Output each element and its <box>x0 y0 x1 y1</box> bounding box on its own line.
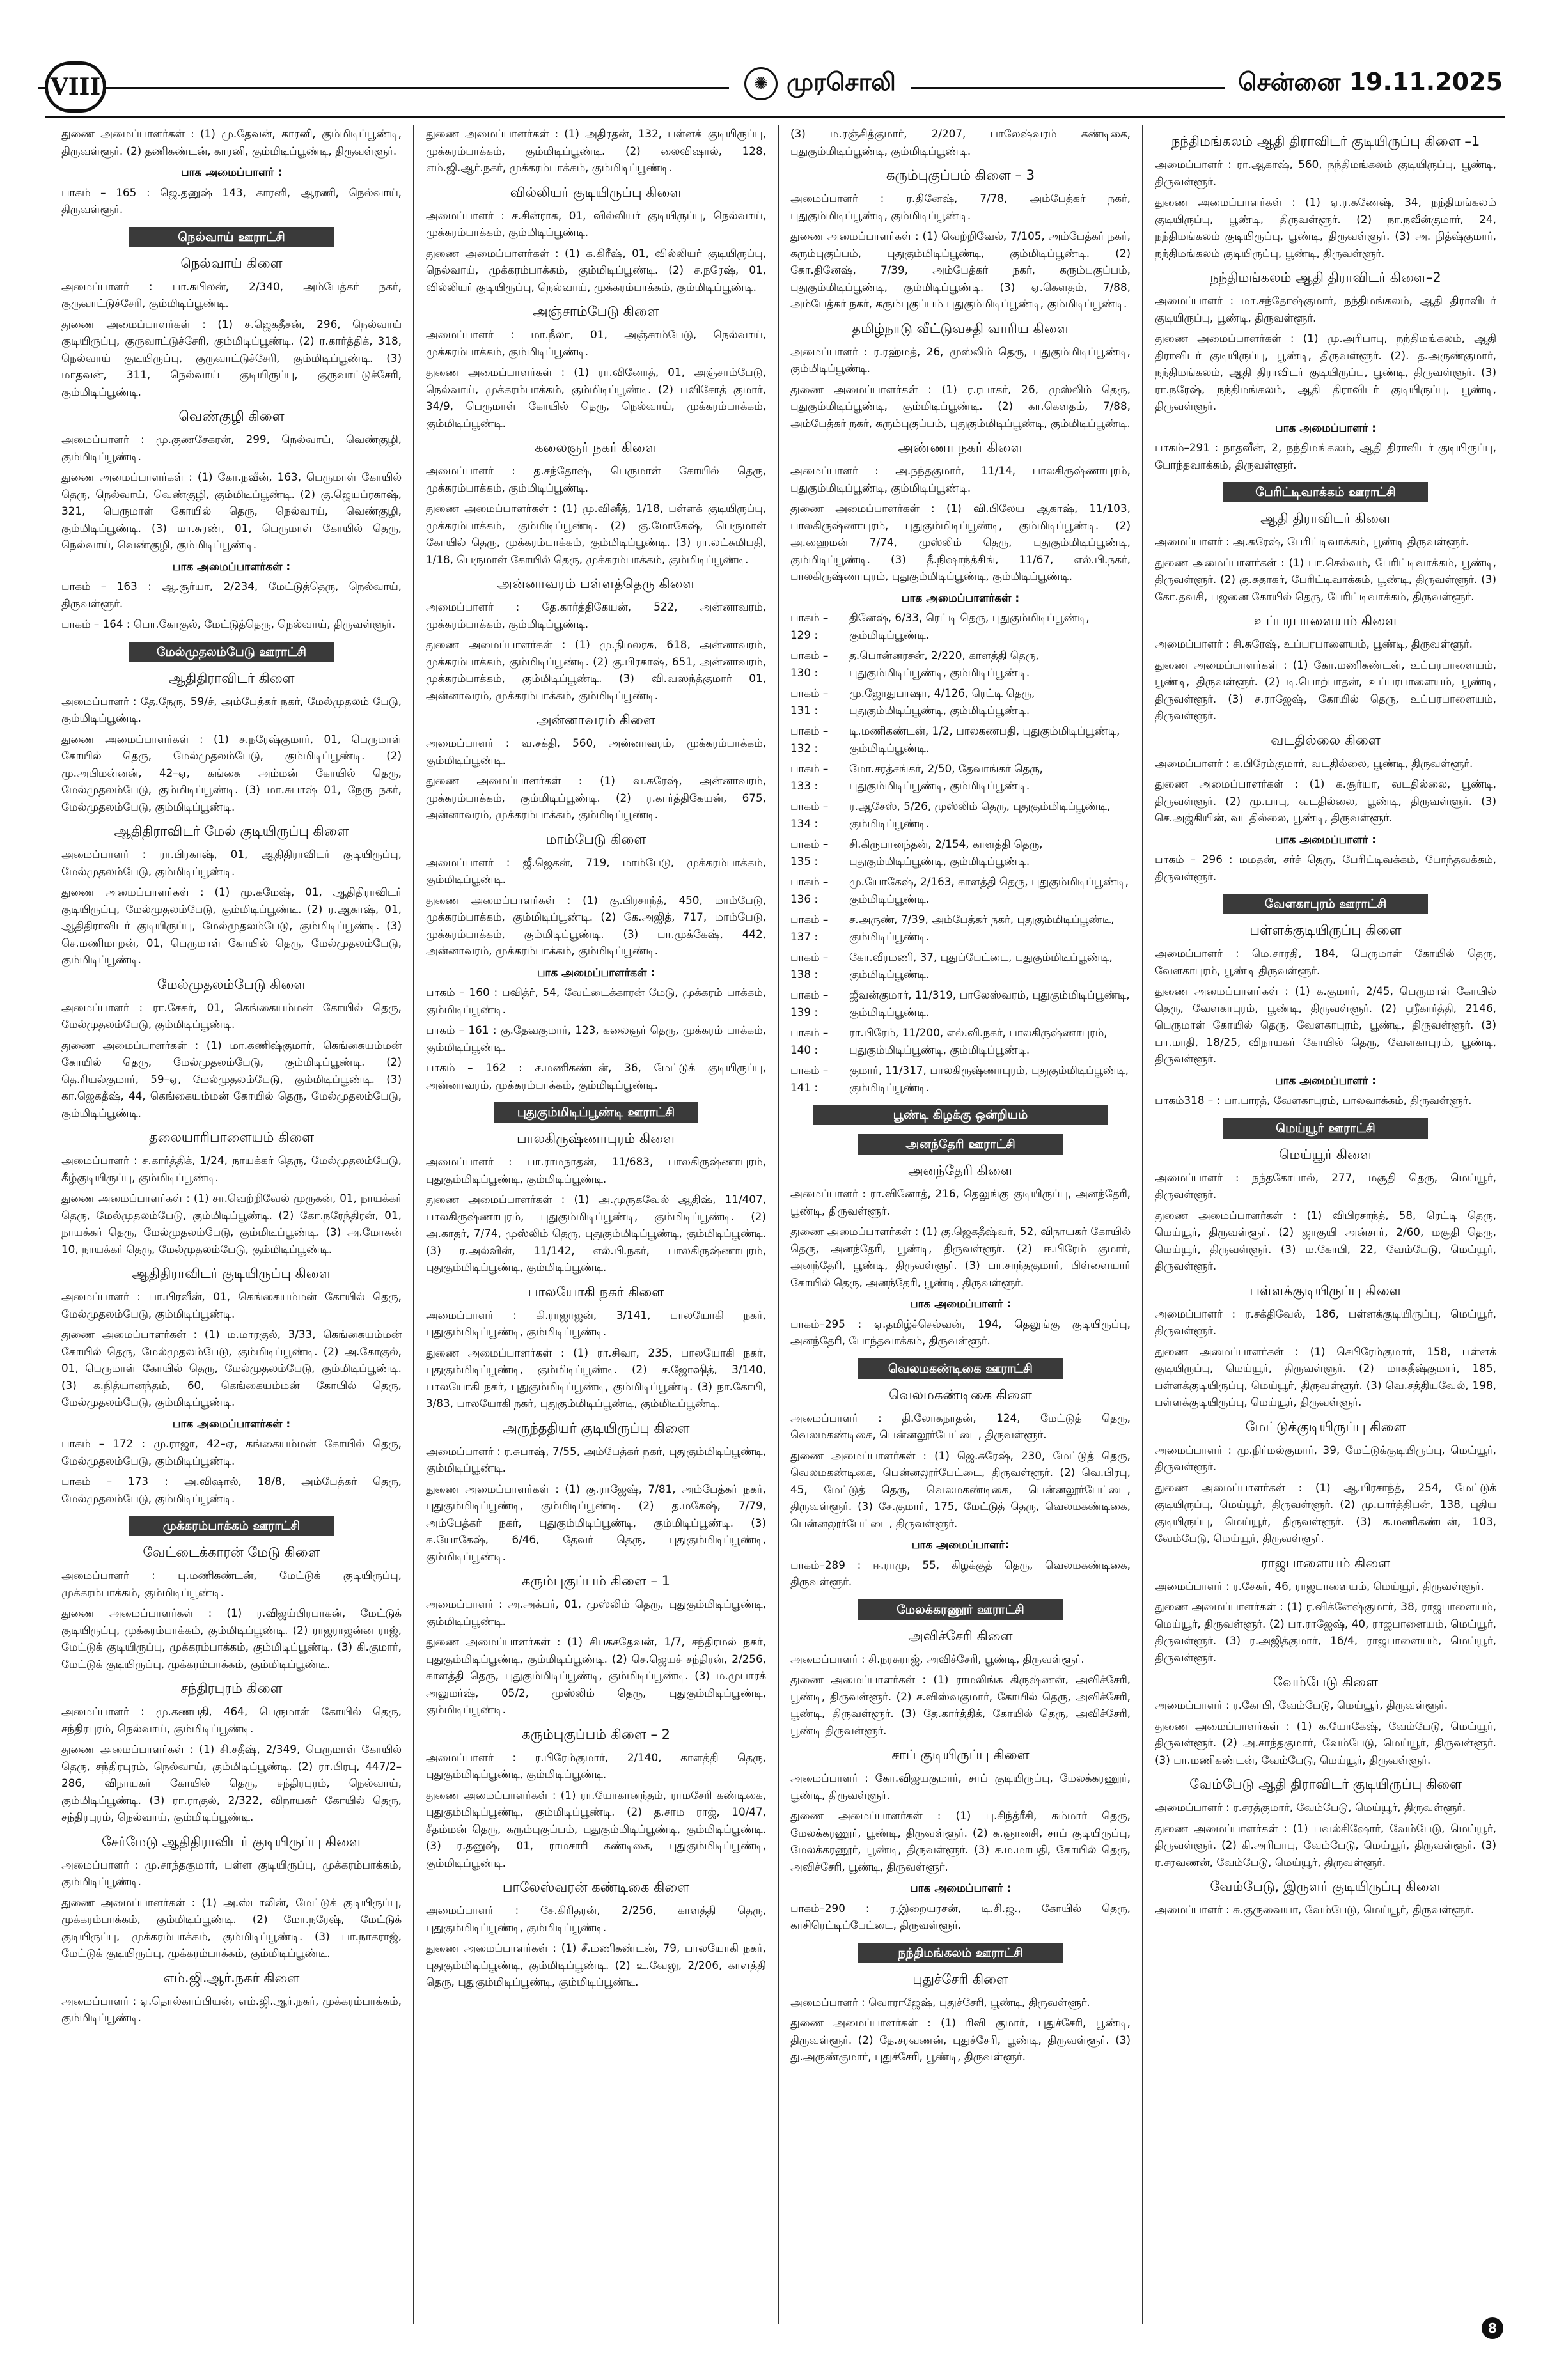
entry: துணை அமைப்பாளர்கள் : (1) க.சூர்யா, வடதில்லை, பூண்டி, திருவள்ளூர். (2) மு.பாபு, வடதில்லை, பூண்டி, திருவள்ளூர். (3) செ.அஜ்கியின், வடதில்லை, பூண்டி, திருவள்ளூர். <box>1155 777 1496 824</box>
entry: துணை அமைப்பாளர்கள் : (1) ச.நரேஷ்குமார், 01, பெருமாள் கோயில் தெரு, மேல்முதலம்பேடு, கும்மிடிப்பூண்டி. (2) மு.அபிமன்னன், 42–ஏ, கங்கை அம்மன் கோயில் தெரு, மேல்முதலம்பேடு, கும்மிடிப்பூண்டி. (3) மா.சுபாஷ் 01, நேரு நகர், மேல்முதலம்பேடு, கும்மிடிப்பூண்டி. <box>61 732 402 813</box>
entry: துணை அமைப்பாளர்கள் : (1) ஏ.ர.கணேஷ், 34, நந்திமங்கலம் குடியிருப்பு, பூண்டி, திருவள்ளூர். (2) நா.நவீன்குமார், 24, நந்திமங்கலம் குடியிருப்பு, பூண்டி, திருவள்ளூர். (3) அ. நித்ஷ்குமார், நந்திமங்கலம் குடியிருப்பு, பூண்டி, திருவள்ளூர். <box>1155 196 1496 260</box>
part-address: ஜீவன்குமார், 11/319, பாலேஸ்வரம், புதுகும்மிடிப்பூண்டி, கும்மிடிப்பூண்டி. <box>849 988 1130 1018</box>
paper-logo-icon: ✺ <box>744 67 778 100</box>
part-row <box>790 1024 1131 1058</box>
entry: (3) ம.ரஞ்சித்குமார், 2/207, பாலேஷ்வரம் கண்டிகை, புதுகும்மிடிப்பூண்டி, கும்மிடிப்பூண்டி. <box>790 127 1131 157</box>
entry: துணை அமைப்பாளர்கள் : (1) க.குமார், 2/45, பெருமாள் கோயில் தெரு, வேளகாபுரம், பூண்டி, திருவள்ளூர். (2) ஸ்ரீகார்த்தி, 2146, பெருமாள் கோயில் தெரு, வேளகாபுரம், பூண்டி, திருவள்ளூர். (3) பா.மாதி, 18/25, விநாயகர் கோயில் தெரு, வேளகாபுரம், பூண்டி, திருவள்ளூர். <box>1155 984 1496 1065</box>
entry: அமைப்பாளர் : ரா.வினோத், 216, தெலுங்கு குடியிருப்பு, அனந்தேரி, பூண்டி, திருவள்ளூர். <box>790 1187 1131 1217</box>
branch-heading: அண்ணா நகர் கிளை <box>898 440 1023 455</box>
part-entry: பாகம் – 160 : பவித்ர், 54, வேட்டைக்காரன் மேடு, முக்கரம் பாக்கம், கும்மிடிப்பூண்டி. <box>426 986 766 1016</box>
part-number: பாகம் – 133 : <box>790 762 829 792</box>
entry: அமைப்பாளர் : அ.நந்தகுமார், 11/14, பாலகிருஷ்ணாபுரம், புதுகும்மிடிப்பூண்டி, கும்மிடிப்பூண்டி. <box>790 464 1131 494</box>
branch-heading: ஆதி திராவிடர் கிளை <box>1260 511 1391 526</box>
part-address: தினேஷ், 6/33, ரெட்டி தெரு, புதுகும்மிடிப்பூண்டி, கும்மிடிப்பூண்டி. <box>849 611 1090 641</box>
entry: துணை அமைப்பாளர்கள் : (1) பா.செல்வம், பேரிட்டிவாக்கம், பூண்டி, திருவள்ளூர். (2) கு.சுதாகர், பேரிட்டிவாக்கம், பூண்டி, திருவள்ளூர். (3) கோ.தவசி, பஜனை கோயில் தெரு, பேரிட்டிவாக்கம், திருவள்ளூர். <box>1155 556 1496 603</box>
entry: துணை அமைப்பாளர்கள் : (1) சிபகசதேவன், 1/7, சந்திரமல் நகர், புதுகும்மிடிப்பூண்டி, கும்மிடிப்பூண்டி. (2) செ.ஜெயச் சந்திரன், 2/256, காளத்தி தெரு, புதுகும்மிடிப்பூண்டி, கும்மிடிப்பூண்டி. (3) ம.முபாரக் அலுமர்ஷ், 05/2, முஸ்லிம் தெரு, புதுகும்மிடிப்பூண்டி, கும்மிடிப்பூண்டி. <box>426 1635 766 1716</box>
part-entry: பாகம்318 – : பா.பாரத், வேளகாபுரம், பாலவாக்கம், திருவள்ளூர். <box>1155 1094 1472 1107</box>
part-number: பாகம் – 141 : <box>790 1064 829 1094</box>
part-row <box>790 760 1131 794</box>
entry: துணை அமைப்பாளர்கள் : (1) விபிரசாந்த், 58, ரெட்டி தெரு, மெய்யூர், திருவள்ளூர். (2) ஜாகுயி அன்சார், 2/60, மசூதி தெரு, மெய்யூர், திருவள்ளூர். (3) ம.கோபி, 22, வேம்பேடு, மெய்யூர், திருவள்ளூர். <box>1155 1208 1496 1272</box>
branch-heading: ராஜபாளையம் கிளை <box>1260 1555 1391 1571</box>
panchayat-band: மெய்யூர் ஊராட்சி <box>1223 1118 1428 1139</box>
section-label: பாக அமைப்பாளர்கள் : <box>172 1417 291 1431</box>
part-number: பாகம் – 139 : <box>790 988 829 1018</box>
union-band: பூண்டி கிழக்கு ஒன்றியம் <box>813 1105 1108 1125</box>
part-row <box>790 798 1131 832</box>
entry: அமைப்பாளர் : பா.சுபிலன், 2/340, அம்பேத்கர் நகர், குருவாட்டுச்சேரி, கும்மிடிப்பூண்டி. <box>61 279 402 309</box>
entry: துணை அமைப்பாளர்கள் : (1) மு.வினீத், 1/18, பள்ளக் குடியிருப்பு, முக்கரம்பாக்கம், கும்மிடிப்பூண்டி. (2) கு.மோகேஷ், பெருமாள் கோயில் தெரு, முக்கரம்பாக்கம், கும்மிடிப்பூண்டி. (3) ரா.லட்சுமிபதி, 1/18, பெருமாள் கோயில் தெரு, முக்கரம்பாக்கம், கும்மிடிப்பூண்டி. <box>426 502 766 566</box>
part-entry: பாகம் – 161 : கு.தேவகுமார், 123, கலைஞர் தெரு, முக்கரம் பாக்கம், கும்மிடிப்பூண்டி. <box>426 1023 766 1054</box>
entry: துணை அமைப்பாளர்கள் : (1) ர.விக்னேஷ்குமார், 38, ராஜபாளையம், மெய்யூர், திருவள்ளூர். (2) பா.ராஜேஷ், 40, ராஜபாளையம், மெய்யூர், திருவள்ளூர். (3) ர.அஜித்குமார், 16/4, ராஜபாளையம், மெய்யூர், திருவள்ளூர். <box>1155 1600 1496 1664</box>
branch-heading: வடதில்லை கிளை <box>1271 732 1381 748</box>
entry: துணை அமைப்பாளர்கள் : (1) க.கிரீஷ், 01, வில்லியர் குடியிருப்பு, நெல்வாய், முக்கரம்பாக்கம், கும்மிடிப்பூண்டி. (2) ச.நரேஷ், 01, வில்லியர் குடியிருப்பு, நெல்வாய், முக்கரம்பாக்கம், கும்மிடிப்பூண்டி. <box>426 246 766 293</box>
paper-name <box>729 59 911 109</box>
entry: துணை அமைப்பாளர்கள் : (1) பு.சிந்த்ரீசி, சும்மார் தெரு, மேலக்கரணூர், பூண்டி, திருவள்ளூர். (2) க.ஞானசி, சாப் குடியிருப்பு, மேலக்கரணூர், பூண்டி, திருவள்ளூர். (3) ச.ம.மாபதி, கோயில் தெரு, அவிச்சேரி, பூண்டி, திருவள்ளூர். <box>790 1809 1131 1873</box>
branch-heading: நந்திமங்கலம் ஆதி திராவிடர் குடியிருப்பு கிளை –1 <box>1171 134 1480 149</box>
part-address: ர.ஆசேஸ், 5/26, முஸ்லிம் தெரு, புதுகும்மிடிப்பூண்டி, கும்மிடிப்பூண்டி. <box>849 800 1111 830</box>
entry: அமைப்பாளர் : சே.கிரிதரன், 2/256, காளத்தி தெரு, புதுகும்மிடிப்பூண்டி, கும்மிடிப்பூண்டி. <box>426 1904 766 1934</box>
part-entry: பாகம்–295 : ஏ.தமிழ்ச்செல்வன், 194, தெலுங்கு குடியிருப்பு, அனந்தேரி, போந்தவாக்கம், திருவள்ளூர். <box>790 1317 1131 1347</box>
branch-heading: வேம்பேடு, இருளர் குடியிருப்பு கிளை <box>1210 1879 1441 1894</box>
entry: துணை அமைப்பாளர்கள் : (1) மா.கணிஷ்குமார், கெங்கையம்மன் கோயில் தெரு, மேல்முதலம்பேடு, கும்மிடிப்பூண்டி. (2) தெ.ரியல்குமார், 59–ஏ, மேல்முதலம்பேடு, கும்மிடிப்பூண்டி. (3) கா.ஜெகதீஷ், 44, கெங்கையம்மன் கோயில் தெரு, மேல்முதலம்பேடு, கும்மிடிப்பூண்டி. <box>61 1038 402 1119</box>
section-label: பாக அமைப்பாளர்கள் : <box>172 560 291 573</box>
part-number: பாகம் – 136 : <box>790 875 829 905</box>
branch-heading: சந்திரபுரம் கிளை <box>180 1681 283 1696</box>
part-entry: பாகம் – 172 : மு.ராஜா, 42–ஏ, கங்கையம்மன் கோயில் தெரு, மேல்முதலம்பேடு, கும்மிடிப்பூண்டி. <box>61 1437 402 1467</box>
branch-heading: கரும்புகுப்பம் கிளை – 2 <box>521 1726 671 1742</box>
branch-heading: தலையாரிபாளையம் கிளை <box>148 1130 315 1145</box>
entry: அமைப்பாளர் : பா.ராமநாதன், 11/683, பாலகிருஷ்ணாபுரம், புதுகும்மிடிப்பூண்டி, கும்மிடிப்பூண்டி. <box>426 1155 766 1185</box>
column-2 <box>414 125 779 2324</box>
part-entry: பாகம் – 163 : ஆ.சூர்யா, 2/234, மேட்டுத்தெரு, நெல்வாய், திருவள்ளூர். <box>61 580 402 610</box>
entry: அமைப்பாளர் : பு.மணிகண்டன், மேட்டுக் குடியிருப்பு, முக்கரம்பாக்கம், கும்மிடிப்பூண்டி. <box>61 1569 402 1599</box>
panchayat-band: புதுகும்மிடிப்பூண்டி ஊராட்சி <box>494 1102 698 1123</box>
branch-heading: வேம்பேடு ஆதி திராவிடர் குடியிருப்பு கிளை <box>1189 1777 1462 1792</box>
section-label: பாக அமைப்பாளர் : <box>909 1298 1012 1311</box>
entry: அமைப்பாளர் : சு.குருவையா, வேம்பேடு, மெய்யூர், திருவள்ளூர். <box>1155 1903 1475 1916</box>
entry: துணை அமைப்பாளர்கள் : (1) ரா.யோகானந்தம், ராமசேரி கண்டிகை, புதுகும்மிடிப்பூண்டி, கும்மிடிப்பூண்டி. (2) த.சாம ராஜ், 10/47, சீதம்மன் தெரு, கரும்புகுப்பம், புதுகும்மிடிப்பூண்டி, கும்மிடிப்பூண்டி. (3) ர.தனுஷ், 01, ராமசாரி கண்டிகை, புதுகும்மிடிப்பூண்டி, கும்மிடிப்பூண்டி. <box>426 1788 766 1869</box>
part-number: பாகம் – 134 : <box>790 800 829 830</box>
entry: துணை அமைப்பாளர்கள் : (1) பவல்கிஷோர், வேம்பேடு, மெய்யூர், திருவள்ளூர். (2) கி.அரிபாபு, வேம்பேடு, மெய்யூர், திருவள்ளூர். (3) ர.சரவணன், வேம்பேடு, மெய்யூர், திருவள்ளூர். <box>1155 1821 1496 1869</box>
part-entry: பாகம் – 173 : அ.விஷால், 18/8, அம்பேத்கர் தெரு, மேல்முதலம்பேடு, கும்மிடிப்பூண்டி. <box>61 1475 402 1505</box>
entry: துணை அமைப்பாளர்கள் : (1) கோ.நவீன், 163, பெருமாள் கோயில் தெரு, நெல்வாய், வெண்குழி, கும்மிடிப்பூண்டி. (2) கு.ஜெயப்ரகாஷ், 321, பெருமாள் கோயில் தெரு, நெல்வாய், வெண்குழி, கும்மிடிப்பூண்டி. (3) மா.சுரண், 01, பெருமாள் கோயில் தெரு, நெல்வாய், வெண்குழி, கும்மிடிப்பூண்டி. <box>61 471 402 551</box>
entry: துணை அமைப்பாளர்கள் : (1) கு.ராஜேஷ், 7/81, அம்பேத்கர் நகர், புதுகும்மிடிப்பூண்டி, கும்மிடிப்பூண்டி. (2) த.மகேஷ், 7/79, அம்பேத்கர் நகர், புதுகும்மிடிப்பூண்டி, கும்மிடிப்பூண்டி. (3) க.யோகேஷ், 6/46, தேவர் தெரு, புதுகும்மிடிப்பூண்டி, கும்மிடிப்பூண்டி. <box>426 1482 766 1563</box>
panchayat-band: அனந்தேரி ஊராட்சி <box>858 1134 1063 1155</box>
column-4 <box>1143 125 1508 2324</box>
entry: அமைப்பாளர் : கி.ராஜாஜன், 3/141, பாலயோகி நகர், புதுகும்மிடிப்பூண்டி, கும்மிடிப்பூண்டி. <box>426 1308 766 1338</box>
branch-heading: உப்பரபாளையம் கிளை <box>1253 613 1398 628</box>
entry: அமைப்பாளர் : மு.சாந்தகுமார், பள்ள குடியிருப்பு, முக்கரம்பாக்கம், கும்மிடிப்பூண்டி. <box>61 1858 402 1888</box>
panchayat-band: பேரிட்டிவாக்கம் ஊராட்சி <box>1223 482 1428 502</box>
branch-heading: கலைஞர் நகர் கிளை <box>535 440 657 455</box>
entry: அமைப்பாளர் : ர.கோபி, வேம்பேடு, மெய்யூர், திருவள்ளூர். <box>1155 1699 1448 1711</box>
branch-heading: அஞ்சாம்பேடு கிளை <box>533 304 659 319</box>
part-address: குமார், 11/317, பாலகிருஷ்ணாபுரம், புதுகும்மிடிப்பூண்டி, கும்மிடிப்பூண்டி. <box>849 1064 1129 1094</box>
part-entry: பாகம்–291 : நாதவீன், 2, நந்திமங்கலம், ஆதி திராவிடர் குடியிருப்பு, போந்தவாக்கம், திருவள்ளூர். <box>1155 441 1496 471</box>
part-number: பாகம் – 140 : <box>790 1026 829 1056</box>
branch-heading: பள்ளக்குடியிருப்பு கிளை <box>1249 922 1402 938</box>
branch-heading: அருந்ததியர் குடியிருப்பு கிளை <box>502 1420 690 1436</box>
section-label: பாக அமைப்பாளர் : <box>180 166 283 179</box>
article-columns <box>50 125 1508 2324</box>
entry: துணை அமைப்பாளர்கள் : (1) சி.சதீஷ், 2/349, பெருமாள் கோயில் தெரு, சந்திரபுரம், நெல்வாய், கும்மிடிப்பூண்டி. (2) ரா.பிரபு, 447/2–286, விநாயகர் கோயில் தெரு, சந்திரபுரம், நெல்வாய், கும்மிடிப்பூண்டி. (3) ரா.ராகுல், 2/322, விநாயகர் கோயில் தெரு, சந்திரபுரம், நெல்வாய், கும்மிடிப்பூண்டி. <box>61 1743 402 1823</box>
entry: அமைப்பாளர் : ச.சின்ராசு, 01, வில்லியர் குடியிருப்பு, நெல்வாய், முக்கரம்பாக்கம், கும்மிடிப்பூண்டி. <box>426 208 766 238</box>
entry: துணை அமைப்பாளர்கள் : (1) வி.பிலேய ஆகாஷ், 11/103, பாலகிருஷ்ணாபுரம், புதுகும்மிடிப்பூண்டி, கும்மிடிப்பூண்டி. (2) அ.ஹைமன் 7/74, முஸ்லிம் தெரு, புதுகும்மிடிப்பூண்டி, கும்மிடிப்பூண்டி. (3) தீ.நிஷாந்த்சிங், 11/67, எல்.பி.நகர், பாலகிருஷ்ணாபுரம், புதுகும்மிடிப்பூண்டி, கும்மிடிப்பூண்டி. <box>790 502 1131 582</box>
entry: துணை அமைப்பாளர்கள் : (1) ர.விஜய்பிரபாகன், மேட்டுக் குடியிருப்பு, முக்கரம்பாக்கம், கும்மிடிப்பூண்டி. (2) ராஜராஜன்ன ராஜ், மேட்டுக் குடியிருப்பு, முக்கரம்பாக்கம், கும்மிடிப்பூண்டி. (3) கி.குமார், மேட்டுக் குடியிருப்பு, முக்கரம்பாக்கம், கும்மிடிப்பூண்டி. <box>61 1606 402 1670</box>
entry: துணை அமைப்பாளர்கள் : (1) ஜெ.சுரேஷ், 230, மேட்டுத் தெரு, வெலமகண்டிகை, பென்னலூர்பேட்டை, திருவள்ளூர். (2) வெ.பிரபு, 45, மேட்டுத் தெரு, வெலமகண்டிகை, பென்னலூர்பேட்டை, திருவள்ளூர். (3) சே.குமார், 175, மேட்டுத் தெரு, வெலமகண்டிகை, பென்னலூர்பேட்டை, திருவள்ளூர். <box>790 1449 1131 1530</box>
branch-heading: ஆதிதிராவிடர் மேல் குடியிருப்பு கிளை <box>114 823 349 839</box>
entry: துணை அமைப்பாளர்கள் : (1) கு.ஜெகதீஷ்வர், 52, விநாயகர் கோயில் தெரு, அனந்தேரி, பூண்டி, திருவள்ளூர். (2) ஈ.பிரேம் குமார், அனந்தேரி, பூண்டி, திருவள்ளூர். (3) பா.சாந்தகுமார், பிள்ளையார் கோயில் தெரு, அனந்தேரி, பூண்டி, திருவள்ளூர். <box>790 1225 1131 1289</box>
part-number: பாகம் – 137 : <box>790 913 829 943</box>
branch-heading: நெல்வாய் கிளை <box>180 255 283 271</box>
entry: துணை அமைப்பாளர்கள் : (1) ரிவி குமார், புதுச்சேரி, பூண்டி, திருவள்ளூர். (2) தே.சரவணன், புதுச்சேரி, பூண்டி, திருவள்ளூர். (3) து.அருண்குமார், புதுச்சேரி, பூண்டி, திருவள்ளூர். <box>790 2016 1131 2063</box>
branch-heading: சேர்மேடு ஆதிதிராவிடர் குடியிருப்பு கிளை <box>101 1833 361 1849</box>
branch-heading: நந்திமங்கலம் ஆதி திராவிடர் கிளை–2 <box>1210 270 1441 285</box>
entry: அமைப்பாளர் : மா.சந்தோஷ்குமார், நந்திமங்கலம், ஆதி திராவிடர் குடியிருப்பு, பூண்டி, திருவள்ளூர். <box>1155 294 1496 324</box>
part-row <box>790 911 1131 945</box>
branch-heading: பள்ளக்குடியிருப்பு கிளை <box>1249 1282 1402 1298</box>
branch-heading: சாப் குடியிருப்பு கிளை <box>891 1747 1030 1762</box>
entry: அமைப்பாளர் : ஜீ.ஜெகன், 719, மாம்பேடு, முக்கரம்பாக்கம், கும்மிடிப்பூண்டி. <box>426 855 766 885</box>
part-row <box>790 986 1131 1020</box>
entry: துணை அமைப்பாளர்கள் : (1) சா.வெற்றிவேல் முருகன், 01, நாயக்கர் தெரு, மேல்முதலம்பேடு, கும்மிடிப்பூண்டி. (2) கோ.நரேந்திரன், 01, நாயக்கர் தெரு, மேல்முதலம்பேடு, கும்மிடிப்பூண்டி. (3) அ.மோகன் 10, நாயக்கர் தெரு, மேல்முதலம்பேடு, கும்மிடிப்பூண்டி. <box>61 1192 402 1256</box>
part-address: மு.யோகேஷ், 2/163, காளத்தி தெரு, புதுகும்மிடிப்பூண்டி, கும்மிடிப்பூண்டி. <box>849 875 1129 905</box>
part-number: பாகம் – 129 : <box>790 611 829 641</box>
branch-heading: ஆதிதிராவிடர் குடியிருப்பு கிளை <box>132 1266 331 1281</box>
entry: அமைப்பாளர் : நந்தகோபால், 277, மசூதி தெரு, மெய்யூர், திருவள்ளூர். <box>1155 1171 1496 1201</box>
branch-heading: அனந்தேரி கிளை <box>908 1163 1013 1178</box>
entry: அமைப்பாளர் : சி.சுரேஷ், உப்பரபாளையம், பூண்டி, திருவள்ளூர். <box>1155 637 1473 650</box>
entry: அமைப்பாளர் : ரா.ஆகாஷ், 560, நந்திமங்கலம் குடியிருப்பு, பூண்டி, திருவள்ளூர். <box>1155 158 1496 188</box>
entry: துணை அமைப்பாளர்கள் : (1) வெற்றிவேல், 7/105, அம்பேத்கர் நகர், கரும்புகுப்பம், புதுகும்மிடிப்பூண்டி, கும்மிடிப்பூண்டி. (2) கோ.தினேஷ், 7/39, அம்பேத்கர் நகர், கரும்புகுப்பம், புதுகும்மிடிப்பூண்டி, கும்மிடிப்பூண்டி. (3) ஏ.கௌதம், 7/88, அம்பேத்கர் நகர், கரும்புகுப்பம் புதுகும்மிடிப்பூண்டி, கும்மிடிப்பூண்டி. <box>790 229 1131 310</box>
entry: அமைப்பாளர் : த.சந்தோஷ், பெருமாள் கோயில் தெரு, முக்கரம்பாக்கம், கும்மிடிப்பூண்டி. <box>426 464 766 494</box>
entry: அமைப்பாளர் : ர.ரஹ்மத், 26, முஸ்லிம் தெரு, புதுகும்மிடிப்பூண்டி, கும்மிடிப்பூண்டி. <box>790 345 1131 375</box>
branch-heading: பாலகிருஷ்ணாபுரம் கிளை <box>517 1131 675 1146</box>
masthead <box>38 50 1503 114</box>
part-address: சி.கிருபானந்தன், 2/154, காளத்தி தெரு, புதுகும்மிடிப்பூண்டி, கும்மிடிப்பூண்டி. <box>849 837 1043 867</box>
entry: அமைப்பாளர் : மு.நிர்மல்குமார், 39, மேட்டுக்குடியிருப்பு, மெய்யூர், திருவள்ளூர். <box>1155 1443 1496 1473</box>
entry: துணை அமைப்பாளர்கள் : (1) மு.தேவன், காரனி, கும்மிடிப்பூண்டி, திருவள்ளூர். (2) தணிகண்டன், காரனி, கும்மிடிப்பூண்டி, திருவள்ளூர். <box>61 127 402 157</box>
paper-title: முரசொலி <box>787 68 896 96</box>
part-entry: பாகம் – 164 : பொ.கோகுல், மேட்டுத்தெரு, நெல்வாய், திருவள்ளூர். <box>61 618 396 630</box>
entry: அமைப்பாளர் : பா.பிரவீன், 01, கெங்கையம்மன் கோயில் தெரு, மேல்முதலம்பேடு, கும்மிடிப்பூண்டி. <box>61 1290 402 1320</box>
branch-heading: அன்னாவரம் பள்ளத்தெரு கிளை <box>497 576 695 591</box>
part-number: பாகம் – 131 : <box>790 687 829 717</box>
part-row <box>790 836 1131 869</box>
branch-heading: வெண்குழி கிளை <box>178 408 285 424</box>
section-label: பாக அமைப்பாளர் : <box>1274 421 1377 435</box>
part-address: மோ.சரத்சங்கர், 2/50, தேவாங்கர் தெரு, புதுகும்மிடிப்பூண்டி, கும்மிடிப்பூண்டி. <box>849 762 1044 792</box>
entry: துணை அமைப்பாளர்கள் : (1) ரா.சிவா, 235, பாலயோகி நகர், புதுகும்மிடிப்பூண்டி, கும்மிடிப்பூண்டி. (2) ச.ஜோஷித், 3/140, பாலயோகி நகர், புதுகும்மிடிப்பூண்டி, கும்மிடிப்பூண்டி. (3) நா.கோபி, 3/83, பாலயோகி நகர், புதுகும்மிடிப்பூண்டி, கும்மிடிப்பூண்டி. <box>426 1346 766 1410</box>
part-entry: பாகம்–289 : ஈ.ராமு, 55, கிழக்குத் தெரு, வெலமகண்டிகை, திருவள்ளூர். <box>790 1558 1131 1588</box>
part-address: ரா.பிரேம், 11/200, எல்.வி.நகர், பாலகிருஷ்ணாபுரம், புதுகும்மிடிப்பூண்டி, கும்மிடிப்பூண்டி. <box>849 1026 1108 1056</box>
section-label: பாக அமைப்பாளர்: <box>911 1539 1010 1552</box>
entry: துணை அமைப்பாளர்கள் : (1) மு.நிமலரசு, 618, அன்னாவரம், முக்கரம்பாக்கம், கும்மிடிப்பூண்டி. (2) கு.பிரகாஷ், 651, அன்னாவரம், முக்கரம்பாக்கம், கும்மிடிப்பூண்டி. (3) வி.வஸந்த்குமார் 01, அன்னாவரம், முக்கரம்பாக்கம், கும்மிடிப்பூண்டி. <box>426 638 766 702</box>
section-label: பாக அமைப்பாளர்கள் : <box>901 591 1020 605</box>
branch-heading: வேட்டைக்காரன் மேடு கிளை <box>143 1544 320 1560</box>
entry: அமைப்பாளர் : தி.லோகநாதன், 124, மேட்டுத் தெரு, வெலமகண்டிகை, பென்னலூர்பேட்டை, திருவள்ளூர். <box>790 1411 1131 1441</box>
entry: துணை அமைப்பாளர்கள் : (1) ராமலிங்க கிருஷ்ணன், அவிச்சேரி, பூண்டி, திருவள்ளூர். (2) ச.விஸ்வகுமார், கோயில் தெரு, அவிச்சேரி, பூண்டி, திருவள்ளூர். (3) தே.கார்த்திக், கோயில் தெரு, அவிச்சேரி, பூண்டி திருவள்ளூர். <box>790 1673 1131 1737</box>
panchayat-band: நந்திமங்கலம் ஊராட்சி <box>858 1943 1063 1963</box>
branch-heading: பாலேஸ்வரன் கண்டிகை கிளை <box>502 1879 690 1895</box>
entry: அமைப்பாளர் : ரா.சேகர், 01, கெங்கையம்மன் கோயில் தெரு, மேல்முதலம்பேடு, கும்மிடிப்பூண்டி. <box>61 1000 402 1031</box>
entry: அமைப்பாளர் : தே.கார்த்திகேயன், 522, அன்னாவரம், முக்கரம்பாக்கம், கும்மிடிப்பூண்டி. <box>426 600 766 630</box>
branch-heading: தமிழ்நாடு வீட்டுவசதி வாரிய கிளை <box>852 320 1069 336</box>
entry: அமைப்பாளர் : ர.சுபாஷ், 7/55, அம்பேத்கர் நகர், புதுகும்மிடிப்பூண்டி, கும்மிடிப்பூண்டி. <box>426 1444 766 1474</box>
branch-heading: மேட்டுக்குடியிருப்பு கிளை <box>1245 1419 1406 1435</box>
entry: அமைப்பாளர் : அ.சுரேஷ், பேரிட்டிவாக்கம், பூண்டி திருவள்ளூர். <box>1155 535 1469 548</box>
entry: துணை அமைப்பாளர்கள் : (1) வ.சுரேஷ், அன்னாவரம், முக்கரம்பாக்கம், கும்மிடிப்பூண்டி. (2) ர.கார்த்திகேயன், 675, அன்னாவரம், முக்கரம்பாக்கம், கும்மிடிப்பூண்டி. <box>426 774 766 821</box>
branch-heading: வில்லியர் குடியிருப்பு கிளை <box>510 184 682 200</box>
part-list <box>790 609 1131 1096</box>
part-address: கோ.வீரமணி, 37, புதுப்பேட்டை, புதுகும்மிடிப்பூண்டி, கும்மிடிப்பூண்டி. <box>849 951 1113 981</box>
branch-heading: எம்.ஜி.ஆர்.நகர் கிளை <box>163 1970 300 1986</box>
branch-heading: வேம்பேடு கிளை <box>1273 1674 1378 1690</box>
branch-heading: மெய்யூர் கிளை <box>1279 1146 1372 1162</box>
entry: துணை அமைப்பாளர்கள் : (1) செபிரேம்குமார், 158, பள்ளக் குடியிருப்பு, மெய்யூர், திருவள்ளூர். (2) மாகதீஷ்குமார், 185, பள்ளக்குடியிருப்பு, மெய்யூர், திருவள்ளூர். (3) வெ.சத்தியவேல், 198, பள்ளக்குடியிருப்பு, மெய்யூர், திருவள்ளூர். <box>1155 1344 1496 1408</box>
entry: அமைப்பாளர் : ஏ.தொல்காப்பியன், எம்.ஜி.ஆர்.நகர், முக்கரம்பாக்கம், கும்மிடிப்பூண்டி. <box>61 1994 402 2024</box>
part-entry: பாகம் – 165 : ஜெ.தனுஷ் 143, காரனி, ஆரணி, நெல்வாய், திருவள்ளூர். <box>61 185 402 215</box>
part-row <box>790 949 1131 983</box>
part-entry: பாகம் – 296 : மமதன், சர்ச் தெரு, பேரிட்டிவக்கம், போந்தவக்கம், திருவள்ளூர். <box>1155 853 1496 883</box>
part-number: பாகம் – 138 : <box>790 951 829 981</box>
part-row <box>790 873 1131 907</box>
part-row <box>790 1062 1131 1096</box>
branch-heading: கரும்புகுப்பம் கிளை – 3 <box>886 167 1035 183</box>
entry: அமைப்பாளர் : அ.அக்பர், 01, முஸ்லிம் தெரு, புதுகும்மிடிப்பூண்டி, கும்மிடிப்பூண்டி. <box>426 1598 766 1628</box>
entry: அமைப்பாளர் : ச.கார்த்திக், 1/24, நாயக்கர் தெரு, மேல்முதலம்பேடு, கீழ்குடியிருப்பு, கும்மிடிப்பூண்டி. <box>61 1154 402 1184</box>
entry: துணை அமைப்பாளர்கள் : (1) ரா.வினோத், 01, அஞ்சாம்பேடு, நெல்வாய், முக்கரம்பாக்கம், கும்மிடிப்பூண்டி. (2) பவிசோத் குமார், 34/9, பெருமாள் கோயில் தெரு, நெல்வாய், முக்கரம்பாக்கம், கும்மிடிப்பூண்டி. <box>426 366 766 430</box>
branch-heading: அவிச்சேரி கிளை <box>908 1628 1013 1644</box>
part-number: பாகம் – 135 : <box>790 837 829 867</box>
part-row <box>790 609 1131 643</box>
entry: அமைப்பாளர் : வொராஜேஷ், புதுச்சேரி, பூண்டி, திருவள்ளூர். <box>790 1995 1090 2009</box>
branch-heading: அன்னாவரம் கிளை <box>537 712 655 727</box>
part-row <box>790 722 1131 756</box>
entry: அமைப்பாளர் : வ.சக்தி, 560, அன்னாவரம், முக்கரம்பாக்கம், கும்மிடிப்பூண்டி. <box>426 736 766 766</box>
entry: துணை அமைப்பாளர்கள் : (1) ர.ரபாகர், 26, முஸ்லிம் தெரு, புதுகும்மிடிப்பூண்டி, கும்மிடிப்பூண்டி. (2) கா.கௌதம், 7/88, அம்பேத்கர் நகர், கரும்புகுப்பம், புதுகும்மிடிப்பூண்டி, கும்மிடிப்பூண்டி. <box>790 382 1131 430</box>
part-address: டி.மணிகண்டன், 1/2, பாலகணபதி, புதுகும்மிடிப்பூண்டி, கும்மிடிப்பூண்டி. <box>849 724 1120 754</box>
entry: துணை அமைப்பாளர்கள் : (1) அதிரதன், 132, பள்ளக் குடியிருப்பு, முக்கரம்பாக்கம், கும்மிடிப்பூண்டி. (2) லைவிஷால், 128, எம்.ஜி.ஆர்.நகர், முக்கரம்பாக்கம், கும்மிடிப்பூண்டி. <box>426 127 766 174</box>
column-3 <box>779 125 1143 2324</box>
branch-heading: புதுச்சேரி கிளை <box>912 1971 1008 1987</box>
entry: அமைப்பாளர் : மு.குணசேகரன், 299, நெல்வாய், வெண்குழி, கும்மிடிப்பூண்டி. <box>61 433 402 463</box>
branch-heading: மேல்முதலம்பேடு கிளை <box>157 976 306 992</box>
header-divider <box>45 116 1505 118</box>
panchayat-band: மேலக்கரணூர் ஊராட்சி <box>858 1599 1063 1620</box>
entry: துணை அமைப்பாளர்கள் : (1) மு.அரிபாபு, நந்திமங்கலம், ஆதி திராவிடர் குடியிருப்பு, பூண்டி, திருவள்ளூர். (2). த.அருண்குமார், நந்திமங்கலம், ஆதி திராவிடர் குடியிருப்பு, பூண்டி, திருவள்ளூர். (3) ரா.நரேஷ், நந்திமங்கலம், ஆதி திராவிடர் குடியிருப்பு, பூண்டி, திருவள்ளூர். <box>1155 332 1496 412</box>
branch-heading: வெலமகண்டிகை கிளை <box>889 1387 1032 1403</box>
section-label: பாக அமைப்பாளர் : <box>909 1882 1012 1895</box>
entry: அமைப்பாளர் : மா.நீலா, 01, அஞ்சாம்பேடு, நெல்வாய், முக்கரம்பாக்கம், கும்மிடிப்பூண்டி. <box>426 328 766 358</box>
entry: துணை அமைப்பாளர்கள் : (1) கோ.மணிகண்டன், உப்பரபாளையம், பூண்டி, திருவள்ளூர். (2) டி.பொற்பாதன், உப்பரபாளையம், பூண்டி, திருவள்ளூர். (3) ச.ராஜேஷ், கோயில் தெரு, உப்பரபாளையம், திருவள்ளூர். <box>1155 658 1496 722</box>
branch-heading: பாலயோகி நகர் கிளை <box>528 1284 664 1300</box>
branch-heading: கரும்புகுப்பம் கிளை – 1 <box>521 1573 671 1589</box>
column-1 <box>50 125 414 2324</box>
entry: துணை அமைப்பாளர்கள் : (1) ச.ஜெகதீசன், 296, நெல்வாய் குடியிருப்பு, குருவாட்டுச்சேரி, கும்மிடிப்பூண்டி. (2) ர.கார்த்திக், 318, நெல்வாய் குடியிருப்பு, குருவாட்டுச்சேரி, கும்மிடிப்பூண்டி. (3) மாதவன், 311, நெல்வாய் குடியிருப்பு, குருவாட்டுச்சேரி, கும்மிடிப்பூண்டி. <box>61 317 402 398</box>
part-row <box>790 647 1131 681</box>
entry: துணை அமைப்பாளர்கள் : (1) மு.கமேஷ், 01, ஆதிதிராவிடர் குடியிருப்பு, மேல்முதலம்பேடு, கும்மிடிப்பூண்டி. (2) ர.ஆகாஷ், 01, ஆதிதிராவிடர் குடியிருப்பு, மேல்முதலம்பேடு, கும்மிடிப்பூண்டி. (3) செ.மணிமாறன், 01, பெருமாள் கோயில் தெரு, மேல்முதலம்பேடு, கும்மிடிப்பூண்டி. <box>61 885 402 966</box>
panchayat-band: வேளகாபுரம் ஊராட்சி <box>1223 894 1428 914</box>
part-number: பாகம் – 132 : <box>790 724 829 754</box>
entry: துணை அமைப்பாளர்கள் : (1) சீ.மணிகண்டன், 79, பாலயோகி நகர், புதுகும்மிடிப்பூண்டி, கும்மிடிப்பூண்டி. (2) உ.வேலு, 2/206, காளத்தி தெரு, புதுகும்மிடிப்பூண்டி, கும்மிடிப்பூண்டி. <box>426 1941 766 1988</box>
entry: அமைப்பாளர் : தே.நேரு, 59/ச், அம்பேத்கர் நகர், மேல்முதலம் பேடு, கும்மிடிப்பூண்டி. <box>61 694 402 724</box>
entry: துணை அமைப்பாளர்கள் : (1) ம.மாரகுல், 3/33, கெங்கையம்மன் கோயில் தெரு, மேல்முதலம்பேடு, கும்மிடிப்பூண்டி. (2) அ.கோகுல், 01, பெருமாள் கோயில் தெரு, மேல்முதலம்பேடு, கும்மிடிப்பூண்டி. (3) க.நித்யானந்தம், 60, கெங்கையம்மன் கோயில் தெரு, மேல்முதலம்பேடு, கும்மிடிப்பூண்டி. <box>61 1328 402 1408</box>
page-label-badge: VIII <box>45 61 106 113</box>
entry: அமைப்பாளர் : மெ.சாரதி, 184, பெருமாள் கோயில் தெரு, வேளகாபுரம், பூண்டி திருவள்ளூர். <box>1155 947 1496 977</box>
branch-heading: ஆதிதிராவிடர் கிளை <box>168 670 295 686</box>
panchayat-band: மேல்முதலம்பேடு ஊராட்சி <box>129 642 334 662</box>
entry: அமைப்பாளர் : ர.சரத்குமார், வேம்பேடு, மெய்யூர், திருவள்ளூர். <box>1155 1801 1466 1814</box>
branch-heading: மாம்பேடு கிளை <box>545 831 646 847</box>
entry: அமைப்பாளர் : ரா.பிரகாஷ், 01, ஆதிதிராவிடர் குடியிருப்பு, மேல்முதலம்பேடு, கும்மிடிப்பூண்டி. <box>61 848 402 878</box>
entry: அமைப்பாளர் : க.பிரேம்குமார், வடதில்லை, பூண்டி, திருவள்ளூர். <box>1155 756 1473 770</box>
panchayat-band: முக்கரம்பாக்கம் ஊராட்சி <box>129 1516 334 1536</box>
entry: துணை அமைப்பாளர்கள் : (1) அ.முருகவேல் ஆதிஷ், 11/407, பாலகிருஷ்ணாபுரம், புதுகும்மிடிப்பூண்டி, கும்மிடிப்பூண்டி. (2) அ.காதர், 7/74, முஸ்லிம் தெரு, புதுகும்மிடிப்பூண்டி, கும்மிடிப்பூண்டி. (3) ர.அல்வின், 11/142, எல்.பி.நகர், பாலகிருஷ்ணாபுரம், புதுகும்மிடிப்பூண்டி, கும்மிடிப்பூண்டி. <box>426 1193 766 1273</box>
panchayat-band: வெலமகண்டிகை ஊராட்சி <box>858 1358 1063 1379</box>
part-entry: பாகம் – 162 : ச.மணிகண்டன், 36, மேட்டுக் குடியிருப்பு, அன்னாவரம், முக்கரம்பாக்கம், கும்மிடிப்பூண்டி. <box>426 1061 766 1091</box>
entry: அமைப்பாளர் : சி.நரசுராஜ், அவிச்சேரி, பூண்டி, திருவள்ளூர். <box>790 1652 1085 1665</box>
entry: அமைப்பாளர் : ர.சக்திவேல், 186, பள்ளக்குடியிருப்பு, மெய்யூர், திருவள்ளூர். <box>1155 1307 1496 1337</box>
entry: துணை அமைப்பாளர்கள் : (1) கு.பிரசாந்த், 450, மாம்பேடு, முக்கரம்பாக்கம், கும்மிடிப்பூண்டி. (2) கே.அஜித், 717, மாம்பேடு, முக்கரம்பாக்கம், கும்மிடிப்பூண்டி. (3) பா.முக்கேஷ், 442, அன்னாவரம், முக்கரம்பாக்கம், கும்மிடிப்பூண்டி. <box>426 893 766 957</box>
dateline: சென்னை 19.11.2025 <box>1225 59 1503 109</box>
section-label: பாக அமைப்பாளர் : <box>1274 833 1377 846</box>
part-address: மு.ஜோதுபாஷா, 4/126, ரெட்டி தெரு, புதுகும்மிடிப்பூண்டி, கும்மிடிப்பூண்டி. <box>849 687 1035 717</box>
section-label: பாக அமைப்பாளர் : <box>1274 1074 1377 1087</box>
entry: துணை அமைப்பாளர்கள் : (1) க.யோகேஷ், வேம்பேடு, மெய்யூர், திருவள்ளூர். (2) அ.சாந்தகுமார், வேம்பேடு, மெய்யூர், திருவள்ளூர். (3) பா.மணிகண்டன், வேம்பேடு, மெய்யூர், திருவள்ளூர். <box>1155 1719 1496 1766</box>
entry: அமைப்பாளர் : கோ.விஜயகுமார், சாப் குடியிருப்பு, மேலக்கரணூர், பூண்டி, திருவள்ளூர். <box>790 1771 1131 1801</box>
part-row <box>790 685 1131 719</box>
part-entry: பாகம்–290 : ர.இறையரசன், டி.சி.ஜ., கோயில் தெரு, காசிரெட்டிப்பேட்டை, திருவள்ளூர். <box>790 1901 1131 1931</box>
panchayat-band: நெல்வாய் ஊராட்சி <box>129 227 334 247</box>
section-label: பாக அமைப்பாளர்கள் : <box>537 966 655 979</box>
part-address: த.பொன்னரசன், 2/220, காளத்தி தெரு, புதுகும்மிடிப்பூண்டி, கும்மிடிப்பூண்டி. <box>849 649 1039 679</box>
entry: அமைப்பாளர் : ர.சேகர், 46, ராஜபாளையம், மெய்யூர், திருவள்ளூர். <box>1155 1579 1484 1592</box>
entry: அமைப்பாளர் : ர.பிரேம்குமார், 2/140, காளத்தி தெரு, புதுகும்மிடிப்பூண்டி, கும்மிடிப்பூண்டி. <box>426 1750 766 1780</box>
entry: அமைப்பாளர் : ர.தினேஷ், 7/78, அம்பேத்கர் நகர், புதுகும்மிடிப்பூண்டி, கும்மிடிப்பூண்டி. <box>790 192 1131 222</box>
entry: அமைப்பாளர் : மு.கணபதி, 464, பெருமாள் கோயில் தெரு, சந்திரபுரம், நெல்வாய், கும்மிடிப்பூண்டி. <box>61 1705 402 1735</box>
page-number: 8 <box>1482 2317 1503 2339</box>
part-number: பாகம் – 130 : <box>790 649 829 679</box>
entry: துணை அமைப்பாளர்கள் : (1) அ.ஸ்டாலின், மேட்டுக் குடியிருப்பு, முக்கரம்பாக்கம், கும்மிடிப்பூண்டி. (2) மோ.நரேஷ், மேட்டுக் குடியிருப்பு, முக்கரம்பாக்கம், கும்மிடிப்பூண்டி. (3) பா.நாகராஜ், மேட்டுக் குடியிருப்பு, முக்கரம்பாக்கம், கும்மிடிப்பூண்டி. <box>61 1895 402 1959</box>
entry: துணை அமைப்பாளர்கள் : (1) ஆ.பிரசாந்த், 254, மேட்டுக் குடியிருப்பு, மெய்யூர், திருவள்ளூர். (2) மு.பார்த்திபன், 138, புதிய குடியிருப்பு, மெய்யூர், திருவள்ளூர். (3) க.மணிகண்டன், 103, வேம்பேடு, மெய்யூர், திருவள்ளூர். <box>1155 1481 1496 1544</box>
part-address: ச.அருண், 7/39, அம்பேத்கர் நகர், புதுகும்மிடிப்பூண்டி, கும்மிடிப்பூண்டி. <box>849 913 1115 943</box>
